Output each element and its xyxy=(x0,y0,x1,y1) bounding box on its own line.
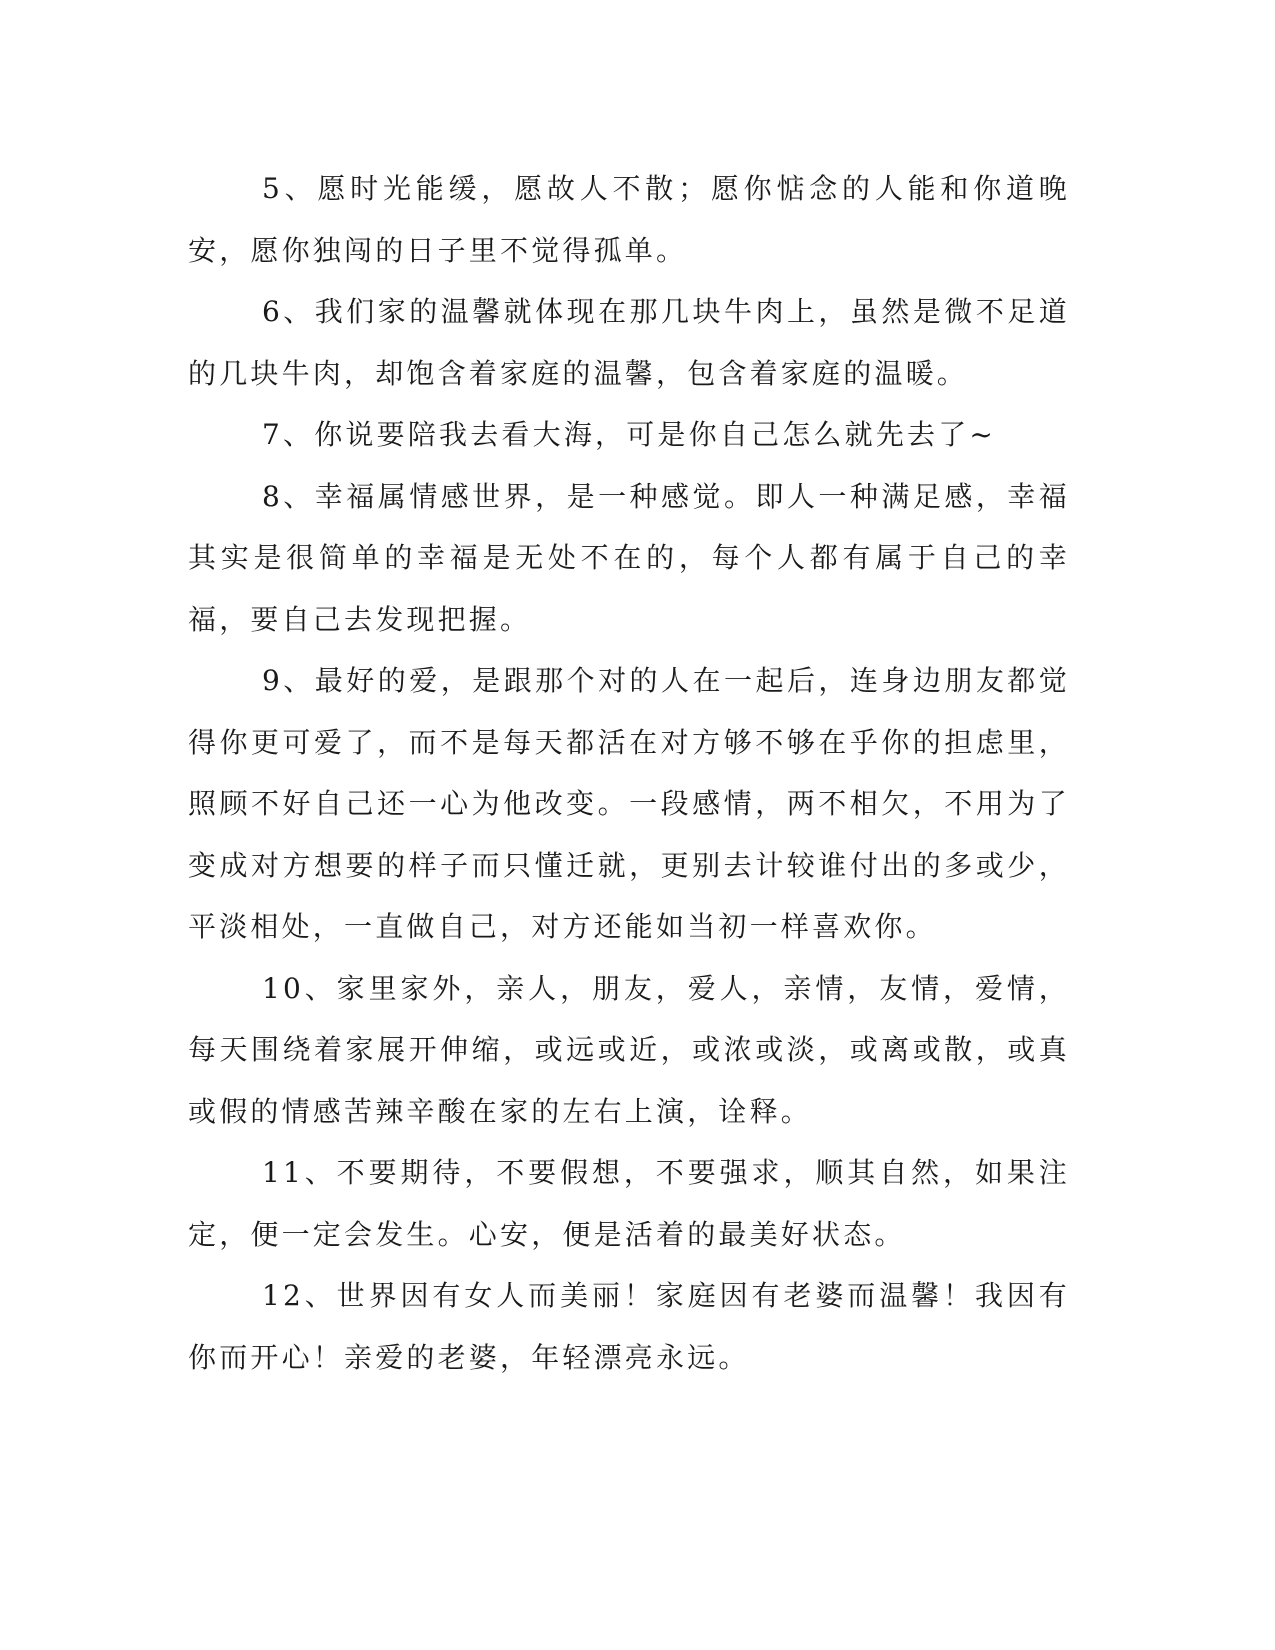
paragraph-10: 10、家里家外，亲人，朋友，爱人，亲情，友情，爱情，每天围绕着家展开伸缩，或远或近，或浓或淡，或离或散，或真或假的情感苦辣辛酸在家的左右上演，诠释。 xyxy=(188,971,1070,1128)
paragraph-6: 6、我们家的温馨就体现在那几块牛肉上，虽然是微不足道的几块牛肉，却饱含着家庭的温馨，包含着家庭的温暖。 xyxy=(188,295,1070,390)
document-body xyxy=(188,158,1070,1388)
paragraph-7: 7、你说要陪我去看大海，可是你自己怎么就先去了~ xyxy=(262,418,997,451)
paragraph-8: 8、幸福属情感世界，是一种感觉。即人一种满足感，幸福其实是很简单的幸福是无处不在的，每个人都有属于自己的幸福，要自己去发现把握。 xyxy=(188,479,1070,636)
paragraph-5: 5、愿时光能缓，愿故人不散；愿你惦念的人能和你道晚安，愿你独闯的日子里不觉得孤单。 xyxy=(188,172,1070,267)
paragraph-12: 12、世界因有女人而美丽！家庭因有老婆而温馨！我因有你而开心！亲爱的老婆，年轻漂亮永远。 xyxy=(188,1279,1070,1374)
paragraph-9: 9、最好的爱，是跟那个对的人在一起后，连身边朋友都觉得你更可爱了，而不是每天都活在对方够不够在乎你的担虑里，照顾不好自己还一心为他改变。一段感情，两不相欠，不用为了变成对方想要的样子而只懂迁就，更别去计较谁付出的多或少，平淡相处，一直做自己，对方还能如当初一样喜欢你。 xyxy=(188,664,1070,943)
paragraph-11: 11、不要期待，不要假想，不要强求，顺其自然，如果注定，便一定会发生。心安，便是活着的最美好状态。 xyxy=(188,1156,1070,1251)
